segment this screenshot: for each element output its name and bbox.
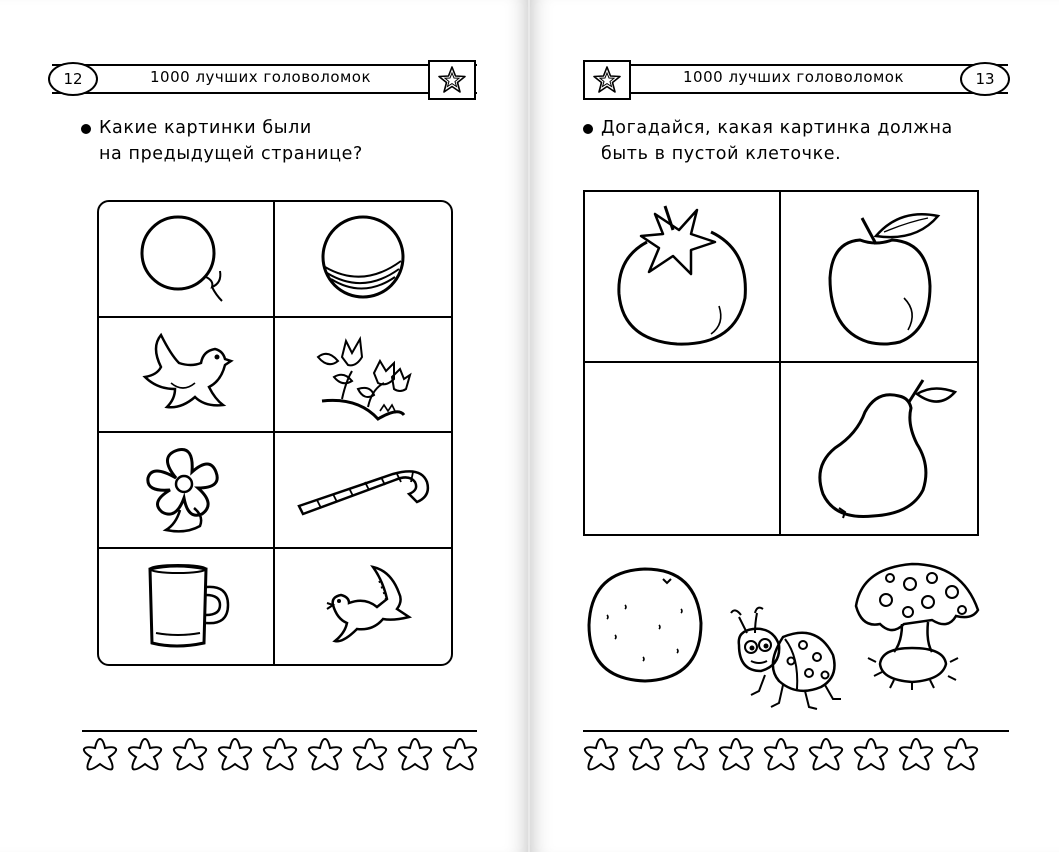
bird-icon [131, 327, 241, 422]
grid-cell [781, 192, 977, 363]
grid-cell [99, 549, 275, 665]
grid-cell [781, 363, 977, 534]
star-icon [395, 736, 435, 774]
footer-stars [581, 736, 981, 774]
star-icon [671, 736, 711, 774]
memory-picture-grid [97, 200, 453, 666]
question-bullet [81, 124, 91, 134]
footer-line [583, 730, 1009, 732]
grid-cell [99, 433, 275, 549]
page-number: 12 [48, 62, 98, 96]
header-title: 1000 лучших головоломок [683, 68, 905, 86]
orange-icon [585, 565, 705, 685]
footer-line [82, 730, 477, 732]
ladybug-icon [725, 605, 845, 715]
star-emblem [583, 60, 631, 100]
grid-cell [275, 202, 451, 318]
balloon-icon [136, 211, 236, 306]
pear-icon [799, 374, 959, 524]
star-icon [761, 736, 801, 774]
star-icon [941, 736, 981, 774]
flower-branch-icon [308, 327, 418, 422]
mug-icon [136, 559, 236, 654]
page-number: 13 [960, 62, 1010, 96]
flying-bird-icon [313, 559, 413, 654]
star-icon [305, 736, 345, 774]
grid-cell [275, 549, 451, 665]
star-icon [350, 736, 390, 774]
star-icon [851, 736, 891, 774]
ball-icon [313, 211, 413, 306]
header-title: 1000 лучших головоломок [150, 68, 372, 86]
puzzle-grid [583, 190, 979, 536]
grid-cell [275, 433, 451, 549]
question-line: Догадайся, какая картинка должна [601, 118, 953, 138]
question-bullet [583, 124, 593, 134]
question-line: на предыдущей странице? [99, 144, 363, 164]
question-line: Какие картинки были [99, 118, 312, 138]
question-text [601, 115, 953, 167]
star-icon [215, 736, 255, 774]
question-text [99, 115, 363, 167]
grid-cell [275, 318, 451, 434]
star-icon [581, 736, 621, 774]
star-emblem [428, 60, 476, 100]
star-icon [80, 736, 120, 774]
tomato-icon [607, 202, 757, 352]
candy-cane-icon [293, 460, 433, 520]
answer-option-ladybug[interactable] [725, 605, 845, 715]
star-icon [716, 736, 756, 774]
star-icon [440, 736, 480, 774]
grid-cell [99, 202, 275, 318]
mushroom-icon [852, 558, 982, 693]
grid-cell [585, 192, 781, 363]
question-line: быть в пустой клеточке. [601, 144, 842, 164]
star-icon [170, 736, 210, 774]
star-icon [806, 736, 846, 774]
star-icon [896, 736, 936, 774]
star-icon [436, 65, 468, 95]
flower-icon [136, 442, 236, 537]
star-icon [125, 736, 165, 774]
empty-cell[interactable] [585, 363, 781, 534]
answer-option-mushroom[interactable] [852, 558, 982, 693]
right-page [530, 0, 1059, 852]
footer-stars [80, 736, 480, 774]
answer-option-orange[interactable] [585, 565, 705, 685]
left-page [0, 0, 528, 852]
star-icon [260, 736, 300, 774]
grid-cell [99, 318, 275, 434]
apple-icon [804, 202, 954, 352]
star-icon [626, 736, 666, 774]
star-icon [591, 65, 623, 95]
